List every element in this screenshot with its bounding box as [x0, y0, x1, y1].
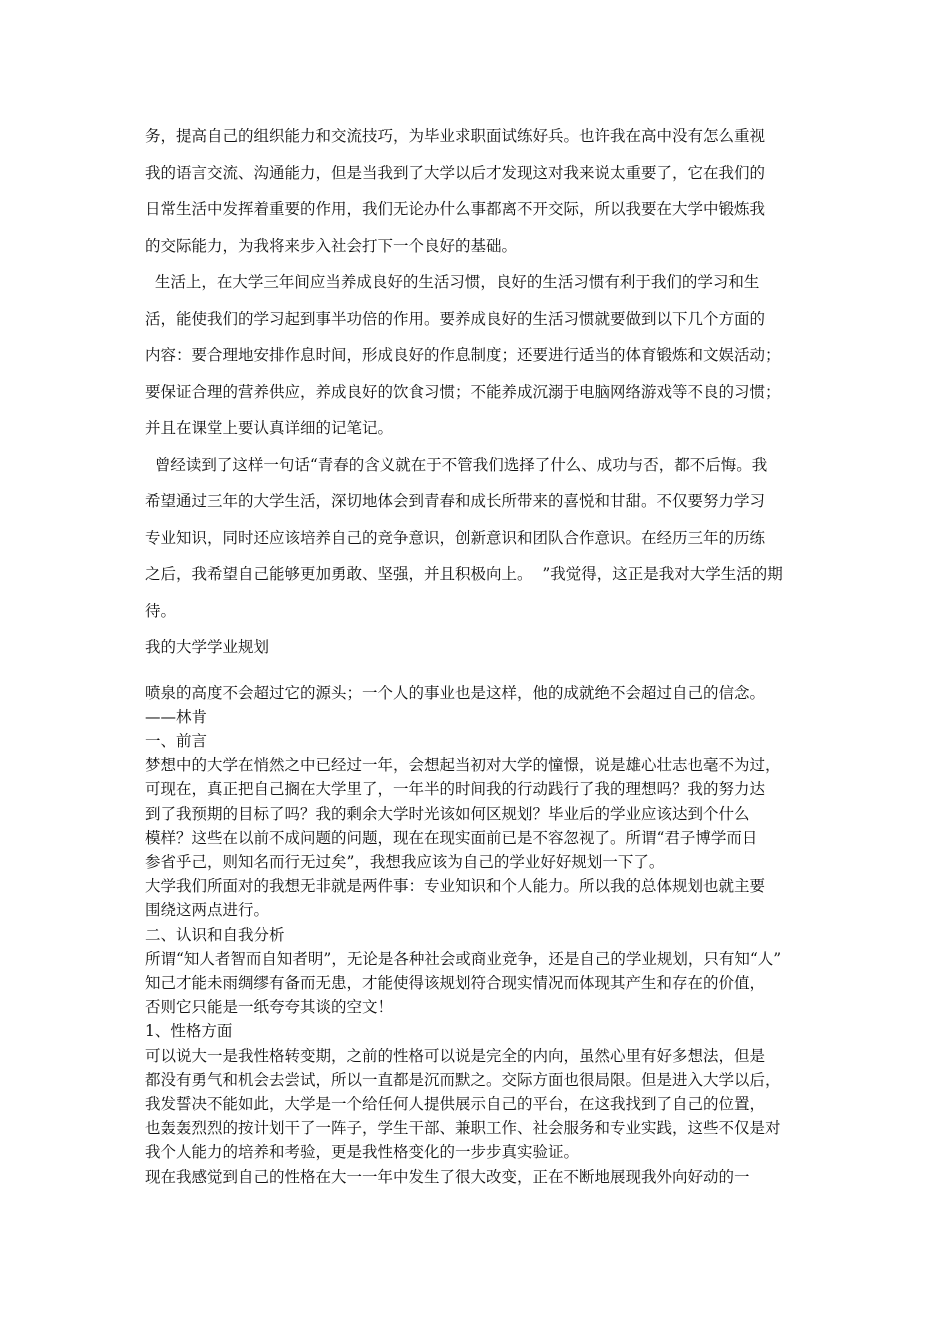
text-line: 内容：要合理地安排作息时间，形成良好的作息制度；还要进行适当的体育锻炼和文娱活动；: [145, 346, 781, 364]
text-line: 务，提高自己的组织能力和交流技巧，为毕业求职面试练好兵。也许我在高中没有怎么重视: [145, 127, 766, 145]
text-line: 可现在，真正把自己搁在大学里了，一年半的时间我的行动践行了我的理想吗？我的努力达: [145, 780, 766, 799]
paragraph-communication: [145, 118, 810, 264]
text-line: 知己才能未雨绸缪有备而无患，才能使得该规划符合现实情况而体现其产生和存在的价值，: [145, 973, 766, 992]
heading-self-analysis: 二、认识和自我分析: [145, 925, 285, 944]
heading-preface: 一、前言: [145, 731, 208, 750]
text-line: 活，能使我们的学习起到事半功倍的作用。要养成良好的生活习惯就要做到以下几个方面的: [145, 309, 766, 328]
text-line: 之后，我希望自己能够更加勇敢、坚强，并且积极向上。 ”我觉得，这正是我对大学生活的期: [145, 565, 783, 583]
plan-section: [145, 118, 810, 666]
text-line: 希望通过三年的大学生活，深切地体会到青春和成长所带来的喜悦和甘甜。不仅要努力学习: [145, 492, 766, 510]
text-line: 到了我预期的目标了吗？我的剩余大学时光该如何区规划？毕业后的学业应该达到个什么: [145, 804, 750, 823]
text-line: 参省乎己，则知名而行无过矣”，我想我应该为自己的学业好好规划一下了。: [145, 852, 665, 871]
text-line: 喷泉的高度不会超过它的源头；一个人的事业也是这样，他的成就绝不会超过自己的信念。: [145, 683, 766, 702]
paragraph-life-habits: [145, 264, 810, 447]
text-line: 所谓“知人者智而自知者明”，无论是各种社会或商业竞争，还是自己的学业规划，只有知“人”: [145, 949, 782, 968]
text-line: 日常生活中发挥着重要的作用，我们无论办什么事都离不开交际，所以我要在大学中锻炼我: [145, 200, 766, 218]
study-plan-body: [145, 681, 810, 1189]
text-line: 专业知识，同时还应该培养自己的竞争意识，创新意识和团队合作意识。在经历三年的历练: [145, 528, 766, 547]
paragraph-youth-quote: [145, 447, 810, 630]
text-line: 生活上，在大学三年间应当养成良好的生活习惯，良好的生活习惯有利于我们的学习和生: [145, 273, 760, 291]
text-line: 模样？这些在以前不成问题的问题，现在在现实面前已是不容忽视了。所谓“君子博学而日: [145, 828, 758, 847]
text-line: 围绕这两点进行。: [145, 901, 270, 920]
text-line: 梦想中的大学在悄然之中已经过一年，会想起当初对大学的憧憬，说是雄心壮志也毫不为过，: [145, 756, 781, 775]
heading-personality: 1、性格方面: [145, 1022, 233, 1041]
text-line: 也轰轰烈烈的按计划干了一阵子，学生干部、兼职工作、社会服务和专业实践，这些不仅是对: [145, 1119, 781, 1138]
text-line: 曾经读到了这样一句话“青春的含义就在于不管我们选择了什么、成功与否，都不后悔。我: [145, 455, 768, 474]
document-title: 我的大学学业规划: [145, 638, 270, 656]
text-line: 我发誓决不能如此，大学是一个给任何人提供展示自己的平台，在这我找到了自己的位置，: [145, 1094, 766, 1113]
text-line: 要保证合理的营养供应，养成良好的饮食习惯；不能养成沉溺于电脑网络游戏等不良的习惯；: [145, 382, 781, 401]
text-line: 我的语言交流、沟通能力，但是当我到了大学以后才发现这对我来说太重要了，它在我们的: [145, 163, 766, 182]
text-line: 否则它只能是一纸夸夸其谈的空文！: [145, 998, 394, 1017]
text-line: 待。: [145, 601, 177, 620]
text-line: 都没有勇气和机会去尝试，所以一直都是沉而默之。交际方面也很局限。但是进入大学以后，: [145, 1070, 781, 1089]
text-line: 大学我们所面对的我想无非就是两件事：专业知识和个人能力。所以我的总体规划也就主要: [145, 877, 766, 896]
document-page: [145, 118, 810, 1189]
text-line: 的交际能力，为我将来步入社会打下一个良好的基础。: [145, 236, 518, 255]
text-line: 我个人能力的培养和考验，更是我性格变化的一步步真实验证。: [145, 1143, 580, 1162]
text-line: 并且在课堂上要认真详细的记笔记。: [145, 419, 394, 437]
text-line: 可以说大一是我性格转变期，之前的性格可以说是完全的内向，虽然心里有好多想法，但是: [145, 1046, 766, 1065]
quote-attribution: ——林肯: [145, 707, 208, 726]
text-line: 现在我感觉到自己的性格在大一一年中发生了很大改变，正在不断地展现我外向好动的一: [145, 1167, 750, 1186]
